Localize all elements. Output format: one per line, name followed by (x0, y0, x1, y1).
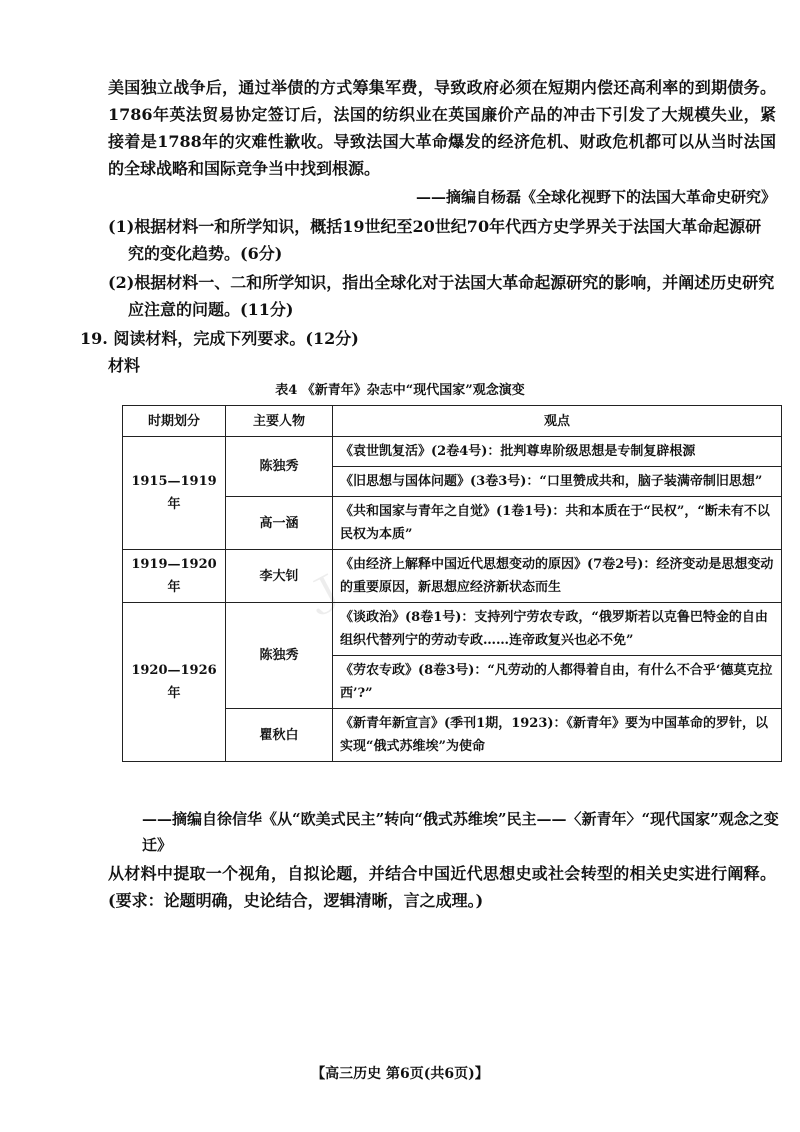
person-cell: 陈独秀 (226, 437, 333, 497)
evolution-table (122, 405, 782, 762)
view-cell: 《谈政治》(8卷1号)：支持列宁劳农专政，“俄罗斯若以克鲁巴特金的自由组织代替列宁的劳动专政……连帝政复兴也必不免” (333, 603, 782, 656)
view-cell: 《共和国家与青年之自觉》(1卷1号)：共和本质在于“民权”，“断未有不以民权为本质” (333, 497, 782, 550)
watermark: Ｊ (291, 561, 358, 631)
header-period: 时期划分 (123, 406, 226, 437)
table-row (123, 550, 782, 603)
view-cell: 《旧思想与国体问题》(3卷3号)：“口里赞成共和，脑子装满帝制旧思想” (333, 467, 782, 497)
view-cell: 《袁世凯复活》(2卷4号)：批判尊卑阶级思想是专制复辟根源 (333, 437, 782, 467)
person-cell: 瞿秋白 (226, 709, 333, 762)
person-cell: 李大钊 (226, 550, 333, 603)
view-cell: 《劳农专政》(8卷3号)：“凡劳动的人都得着自由，有什么不合乎‘德莫克拉西’?” (333, 656, 782, 709)
period-cell: 1920—1926年 (123, 603, 226, 762)
person-cell: 陈独秀 (226, 603, 333, 709)
view-cell: 《由经济上解释中国近代思想变动的原因》(7卷2号)：经济变动是思想变动的重要原因，新思想应经济新状态而生 (333, 550, 782, 603)
table-row (123, 603, 782, 656)
table-header-row (123, 406, 782, 437)
material-label: 材料 (108, 356, 141, 375)
material2-paragraph: 美国独立战争后，通过举债的方式筹集军费，导致政府必须在短期内偿还高利率的到期债务。1786年英法贸易协定签订后，法国的纺织业在英国廉价产品的冲击下引发了大规模失业，紧接着是1788年的灾难性歉收。导致法国大革命爆发的经济危机、财政危机都可以从当时法国的全球战略和国际竞争当中找到根源。 (108, 78, 776, 178)
header-view: 观点 (333, 406, 782, 437)
q19-instruction: 从材料中提取一个视角，自拟论题，并结合中国近代思想史或社会转型的相关史实进行阐释。(要求：论题明确，史论结合，逻辑清晰，言之成理。) (108, 864, 776, 910)
table-row (123, 437, 782, 467)
table-caption: 表4 《新青年》杂志中“现代国家”观念演变 (275, 383, 525, 398)
person-cell: 高一涵 (226, 497, 333, 550)
page-footer: 【高三历史 第6页(共6页)】 (311, 1066, 489, 1082)
material2-source: ——摘编自杨磊《全球化视野下的法国大革命史研究》 (415, 188, 776, 206)
period-cell: 1915—1919年 (123, 437, 226, 550)
q19-title: 19. 阅读材料，完成下列要求。(12分) (80, 329, 359, 348)
view-cell: 《新青年新宣言》(季刊1期，1923)：《新青年》要为中国革命的罗针，以实现“俄式苏维埃”为使命 (333, 709, 782, 762)
table-source: ——摘编自徐信华《从“欧美式民主”转向“俄式苏维埃”民主——〈新青年〉“现代国家”观念之变迁》 (142, 810, 779, 854)
q18-sub1: (1)根据材料一和所学知识，概括19世纪至20世纪70年代西方史学界关于法国大革命起源研究的变化趋势。(6分) (108, 217, 762, 263)
q18-sub2: (2)根据材料一、二和所学知识，指出全球化对于法国大革命起源研究的影响，并阐述历史研究应注意的问题。(11分) (108, 273, 775, 319)
header-person: 主要人物 (226, 406, 333, 437)
period-cell: 1919—1920年 (123, 550, 226, 603)
